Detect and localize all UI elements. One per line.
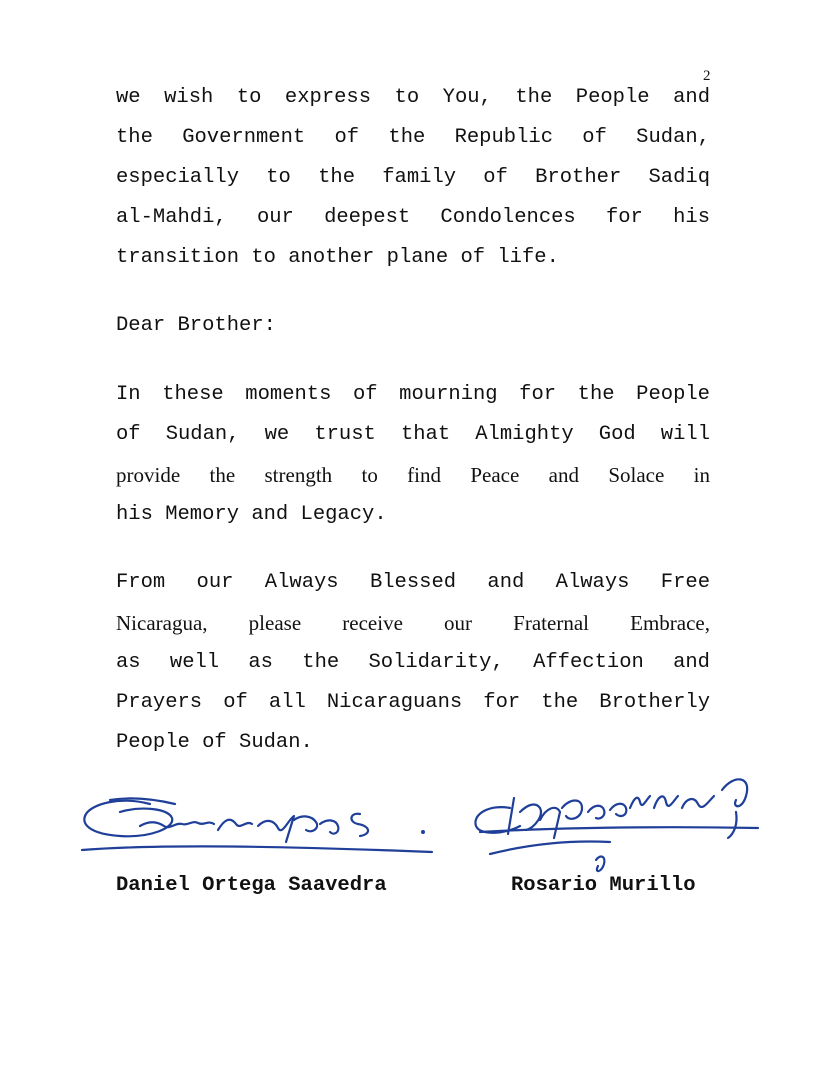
text-line: as well as the Solidarity, Affection and — [116, 651, 710, 674]
text-line: From our Always Blessed and Always Free — [116, 571, 710, 594]
text-line: provide the strength to find Peace and Solace in — [116, 463, 710, 487]
text-line: the Government of the Republic of Sudan, — [116, 126, 710, 149]
text-line: Nicaragua, please receive our Fraternal Embrace, — [116, 611, 710, 635]
text-line: his Memory and Legacy. — [116, 503, 387, 526]
salutation-text: Dear Brother: — [116, 314, 276, 337]
signature-ortega — [80, 790, 440, 862]
text-line: especially to the family of Brother Sadiq — [116, 166, 710, 189]
page-number: 2 — [703, 68, 711, 84]
paragraph-mourning — [116, 375, 710, 535]
signature-murillo — [470, 768, 765, 880]
text-line: In these moments of mourning for the People — [116, 383, 710, 406]
text-line: of Sudan, we trust that Almighty God will — [116, 423, 710, 446]
signer-name-murillo: Rosario Murillo — [511, 874, 696, 897]
text-line: we wish to express to You, the People and — [116, 86, 710, 109]
text-line: People of Sudan. — [116, 731, 313, 754]
salutation — [116, 306, 710, 346]
text-line: transition to another plane of life. — [116, 246, 559, 269]
paragraph-condolences — [116, 78, 710, 278]
text-line: Prayers of all Nicaraguans for the Brotherly — [116, 691, 710, 714]
paragraph-embrace — [116, 563, 710, 763]
signer-name-ortega: Daniel Ortega Saavedra — [116, 874, 387, 897]
text-line: al-Mahdi, our deepest Condolences for his — [116, 206, 710, 229]
